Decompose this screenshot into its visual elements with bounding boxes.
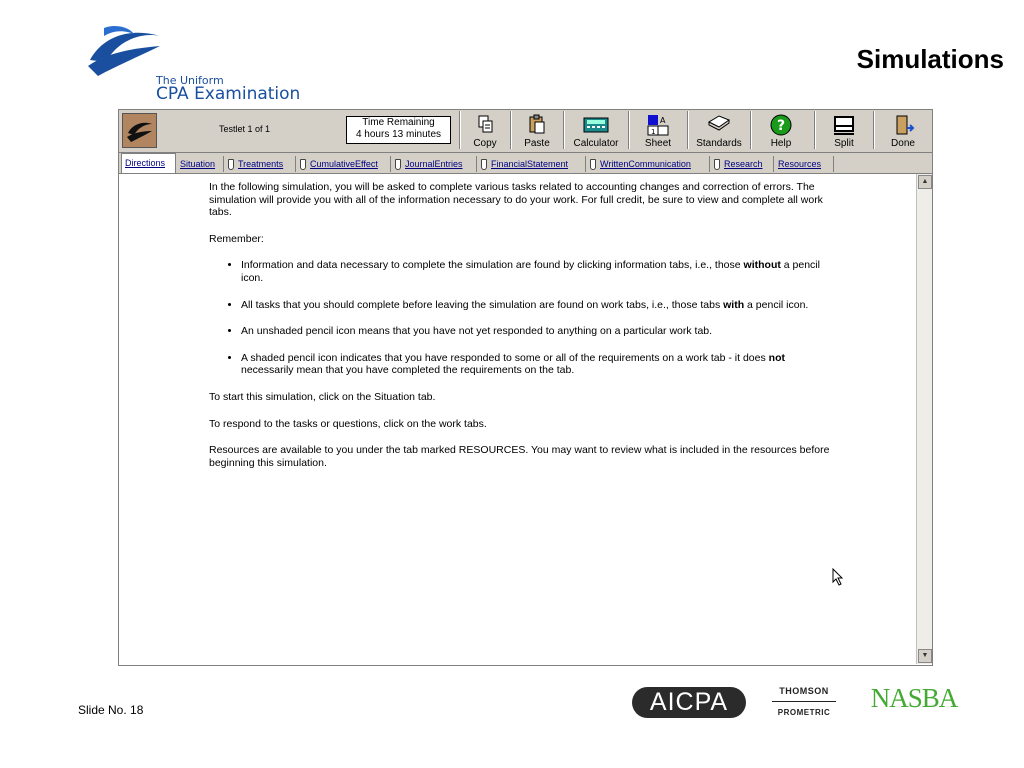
help-icon	[768, 114, 794, 136]
list-item: • Information and data necessary to complete the simulation are found by clicking information tabs, i.e., those without a pencil icon.	[241, 259, 834, 284]
pencil-icon	[300, 159, 306, 170]
tab-directions[interactable]: Directions	[121, 153, 176, 173]
copy-icon	[472, 114, 498, 136]
pencil-icon	[714, 159, 720, 170]
split-label: Split	[834, 138, 854, 149]
help-label: Help	[770, 138, 792, 149]
thomson-text: THOMSON	[779, 686, 829, 696]
pencil-icon	[228, 159, 234, 170]
nasba-text: NASBA	[870, 683, 958, 713]
start-paragraph: To start this simulation, click on the Situation tab.	[209, 390, 436, 403]
tab-financial-statement[interactable]	[478, 156, 586, 172]
cpa-exam-logo	[84, 22, 314, 106]
calculator-button[interactable]	[563, 111, 628, 149]
logo-line2: CPA Examination	[156, 84, 301, 104]
time-remaining-value: 4 hours 13 minutes	[355, 129, 442, 140]
directions-text	[209, 181, 834, 483]
sheet-icon	[645, 114, 671, 136]
tab-financial-statement-label: FinancialStatement	[491, 159, 569, 169]
tab-bar	[119, 153, 932, 174]
tab-journal-entries[interactable]	[392, 156, 477, 172]
sheet-label: Sheet	[644, 138, 672, 149]
svg-text:?: ?	[776, 118, 786, 134]
sheet-button[interactable]	[628, 111, 687, 149]
tab-written-communication-label: WrittenCommunication	[600, 159, 691, 169]
aicpa-logo	[632, 687, 746, 718]
testlet-indicator: Testlet 1 of 1	[219, 124, 271, 134]
time-remaining	[346, 116, 451, 144]
nasba-tagline	[858, 713, 970, 717]
tab-resources[interactable]: Resources	[775, 156, 834, 172]
done-label: Done	[891, 138, 915, 149]
split-button[interactable]	[814, 111, 873, 149]
paste-label: Paste	[524, 138, 550, 149]
calculator-label: Calculator	[573, 138, 619, 149]
paste-button[interactable]	[510, 111, 563, 149]
split-icon	[831, 114, 857, 136]
pencil-icon	[481, 159, 487, 170]
thomson-prometric-logo	[766, 686, 842, 717]
simulation-window	[118, 109, 933, 666]
exam-app-icon	[122, 113, 157, 148]
respond-paragraph: To respond to the tasks or questions, click on the work tabs.	[209, 417, 487, 430]
nasba-logo	[858, 683, 970, 717]
resources-paragraph: Resources are available to you under the tab marked RESOURCES. You may want to review what is included in the resources before beginning this simulation.	[209, 444, 830, 469]
pencil-icon	[590, 159, 596, 170]
vertical-scrollbar[interactable]	[916, 174, 932, 664]
list-item: • All tasks that you should complete before leaving the simulation are found on work tabs, i.e., those tabs with a pencil icon.	[241, 299, 834, 312]
tab-treatments[interactable]	[225, 156, 296, 172]
help-button[interactable]	[750, 111, 811, 149]
open-book-icon	[706, 114, 732, 136]
list-item: • An unshaded pencil icon means that you have not yet responded to anything on a particular work tab.	[241, 325, 834, 338]
exit-door-icon	[890, 114, 916, 136]
aicpa-logo-text: AICPA	[649, 688, 729, 716]
standards-label: Standards	[696, 138, 742, 149]
prometric-text: PROMETRIC	[777, 708, 831, 717]
mouse-cursor-icon	[832, 568, 844, 586]
list-item: • A shaded pencil icon indicates that you have responded to some or all of the requirements on a work tab - it does not necessarily mean that you have completed the requirements on the tab.	[241, 352, 834, 377]
directions-content	[119, 174, 916, 664]
scroll-down-button[interactable]: ▼	[918, 649, 932, 663]
tab-situation[interactable]: Situation	[177, 156, 224, 172]
tab-cumulative-effect[interactable]	[297, 156, 391, 172]
paste-icon	[524, 114, 550, 136]
time-remaining-label: Time Remaining	[362, 117, 435, 128]
pencil-icon	[395, 159, 401, 170]
thomson-divider	[772, 701, 836, 702]
tab-research[interactable]	[711, 156, 774, 172]
copy-button[interactable]	[459, 111, 510, 149]
standards-button[interactable]	[687, 111, 750, 149]
logo-line1: The Uniform	[156, 74, 224, 87]
tab-written-communication[interactable]	[587, 156, 710, 172]
done-button[interactable]	[873, 111, 932, 149]
tab-journal-entries-label: JournalEntries	[405, 159, 463, 169]
svg-text:A: A	[660, 116, 666, 125]
toolbar	[119, 110, 932, 153]
instruction-list	[209, 259, 834, 377]
calculator-icon	[583, 114, 609, 136]
tab-cumulative-effect-label: CumulativeEffect	[310, 159, 378, 169]
page-title: Simulations	[856, 44, 1004, 74]
scroll-up-button[interactable]: ▲	[918, 175, 932, 189]
remember-heading: Remember:	[209, 232, 264, 245]
copy-label: Copy	[473, 138, 497, 149]
tab-research-label: Research	[724, 159, 763, 169]
tab-treatments-label: Treatments	[238, 159, 284, 169]
slide-number: Slide No. 18	[78, 703, 144, 717]
cpa-swirl-icon	[84, 22, 164, 82]
svg-text:1: 1	[651, 128, 656, 136]
intro-paragraph: In the following simulation, you will be asked to complete various tasks related to accounting changes and correction of errors. The simulation will provide you with all of the information necessary to do your work. For full credit, be sure to view and complete all work tabs.	[209, 181, 823, 219]
